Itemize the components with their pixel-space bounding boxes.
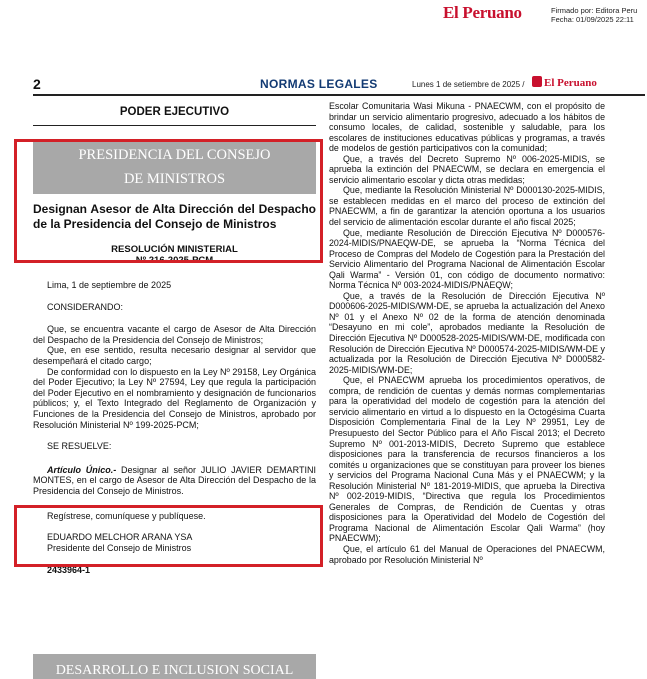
header-logo-text: El Peruano — [544, 77, 597, 89]
publication-code: 2433964-1 — [47, 565, 91, 576]
paragraph: Que, el artículo 61 del Manual de Operaciones del PNAECWM, aprobado por Resolución Ministerial Nº — [329, 543, 605, 565]
next-institution-band: DESARROLLO E INCLUSION SOCIAL — [33, 654, 316, 679]
header-rule — [33, 94, 645, 96]
section-heading: NORMAS LEGALES — [260, 77, 378, 91]
article-text: Designar al señor JULIO JAVIER DEMARTINI MONTES, en el cargo de Asesor de Alta Dirección del Despacho de la Presidencia del Consejo de Ministros. — [33, 464, 317, 496]
place-date: Lima, 1 de septiembre de 2025 — [47, 280, 172, 290]
paragraph: Que, el PNAECWM aprueba los procedimientos operativos, de compra, de rendición de cuentas y demás normas complementarias para la operatividad del modelo de cogestión para la atención del servicio alimentario en virtud a lo dispuesto en la Octogésima Cuarta Disposición Complementaria Final de la Ley Nº 29951, Ley de Presupuesto del Sector Público para el Año Fiscal 2013; el Decreto Supremo Nº 001-2013-MIDIS, Decreto Supremo que establece disposiciones para la transferencia de recursos financieros a los comités u organizaciones que se constituyan para proveer los bienes y servicios del Programa Nacional Cuna Más y el PNAECWM; y la Resolución Ministerial Nº 181-2019-MIDIS, que aprueba la Directiva Nº 002-2019-MIDIS, “Directiva que regula los Procedimientos Generales de Compras, de Rendición de Cuentas y otras disposiciones para la Operatividad del Modelo de Cogestión del Programa Nacional de Alimentación Escolar Qali Warma” (hoy PNAECWM); — [329, 375, 605, 544]
digital-signature — [551, 6, 637, 24]
paragraph: Que, en ese sentido, resulta necesario designar al servidor que desempeñará el citado cargo; — [33, 345, 316, 366]
highlight-box-title — [14, 139, 323, 263]
signature-bar — [0, 0, 647, 32]
paragraph: Escolar Comunitaria Wasi Mikuna - PNAECWM, con el propósito de brindar un servicio alimentario progresivo, adecuado a los hábitos de consumo locales, de calidad, sostenible y saludable, para los escolares de instituciones educativas públicas y programas, a través de modelos de gestión participativos con la comunidad; — [329, 101, 605, 154]
page-number: 2 — [33, 76, 41, 92]
paragraph: Que, a través del Decreto Supremo Nº 006-2025-MIDIS, se aprueba la extinción del PNAECWM, se declara en emergencia el servicio alimentario escolar y dicta otras medidas; — [329, 153, 605, 185]
disposition-title: Designan Asesor de Alta Dirección del Despacho de la Presidencia del Consejo de Ministros — [33, 202, 316, 231]
considerando-label: CONSIDERANDO: — [47, 301, 124, 312]
paragraph: Que, mediante la Resolución Ministerial Nº D000130-2025-MIDIS, se establecen medidas en el marco del proceso de extinción del PNAECWM, a fin de garantizar la atención oportuna a los usuarios del servicio de alimentación escolar durante el año fiscal 2025; — [329, 185, 605, 228]
resolution-number: Nº 216-2025-PCM — [135, 255, 214, 266]
highlight-box-article — [14, 505, 323, 567]
peruano-emblem-icon — [532, 76, 542, 87]
signed-date-text: Fecha: 01/09/2025 22:11 — [551, 15, 634, 24]
paragraph: Que, se encuentra vacante el cargo de Asesor de Alta Dirección del Despacho de la Presidencia del Consejo de Ministros; — [33, 324, 316, 345]
paragraph: Que, a través de la Resolución de Dirección Ejecutiva Nº D000606-2025-MIDIS/WM-DE, se aprueba la actualización del Anexo Nº 01 y el Anexo Nº 02 de la forma de atención denominada “Desayuno en mi cole”, aprobados mediante la Resolución de Dirección Ejecutiva Nº D000528-2025-MIDIS/WM-DE, modificada con Resolución de Dirección Ejecutiva Nº D000574-2025-MIDIS/WM-DE y actualizada por la Resolución de Dirección Ejecutiva Nº D000582-2025-MIDIS/WM-DE; — [329, 290, 605, 375]
resolution-type: RESOLUCIÓN MINISTERIAL — [111, 244, 238, 255]
se-resuelve-label: SE RESUELVE: — [47, 441, 112, 452]
header-date: Lunes 1 de setiembre de 2025 / — [412, 80, 525, 89]
signer-title: Presidente del Consejo de Ministros — [47, 542, 192, 553]
header-logo — [532, 76, 597, 89]
signed-by-text: Firmado por: Editora Peru — [551, 6, 638, 15]
institution-line-1: PRESIDENCIA DEL CONSEJO — [78, 147, 271, 163]
paragraph: De conformidad con lo dispuesto en la Ley Nº 29158, Ley Orgánica del Poder Ejecutivo; la Ley Nº 27594, Ley que regula la participación del Poder Ejecutivo en el nombramiento y designación de funcionarios públicos; y, el Texto Integrado del Reglamento de Organización y Funciones de la Presidencia del Consejo de Ministros, aprobado por Resolución Ministerial Nº 199-2025-PCM; — [33, 366, 316, 430]
closing-formula: Regístrese, comuníquese y publíquese. — [47, 510, 206, 521]
signer-name: EDUARDO MELCHOR ARANA YSA — [47, 532, 193, 543]
right-column — [329, 101, 605, 565]
institution-line-2: DE MINISTROS — [123, 171, 226, 187]
article-paragraph — [33, 465, 316, 497]
branch-heading: PODER EJECUTIVO — [33, 100, 316, 126]
el-peruano-logo: El Peruano — [443, 3, 522, 22]
paragraph: Que, mediante Resolución de Dirección Ejecutiva Nº D000576-2024-MIDIS/PNAEQW-DE, se aprueba la “Norma Técnica del Proceso de Compras del Modelo de Cogestión para la Prestación del Servicio Alimentario del Programa Nacional de Alimentación Escolar Qali Warma” - Versión 01, con código de documento normativo: Norma Técnica Nº 003-2024-MIDIS/PNAEQW; — [329, 227, 605, 291]
article-label: Artículo Único.- — [47, 464, 117, 475]
